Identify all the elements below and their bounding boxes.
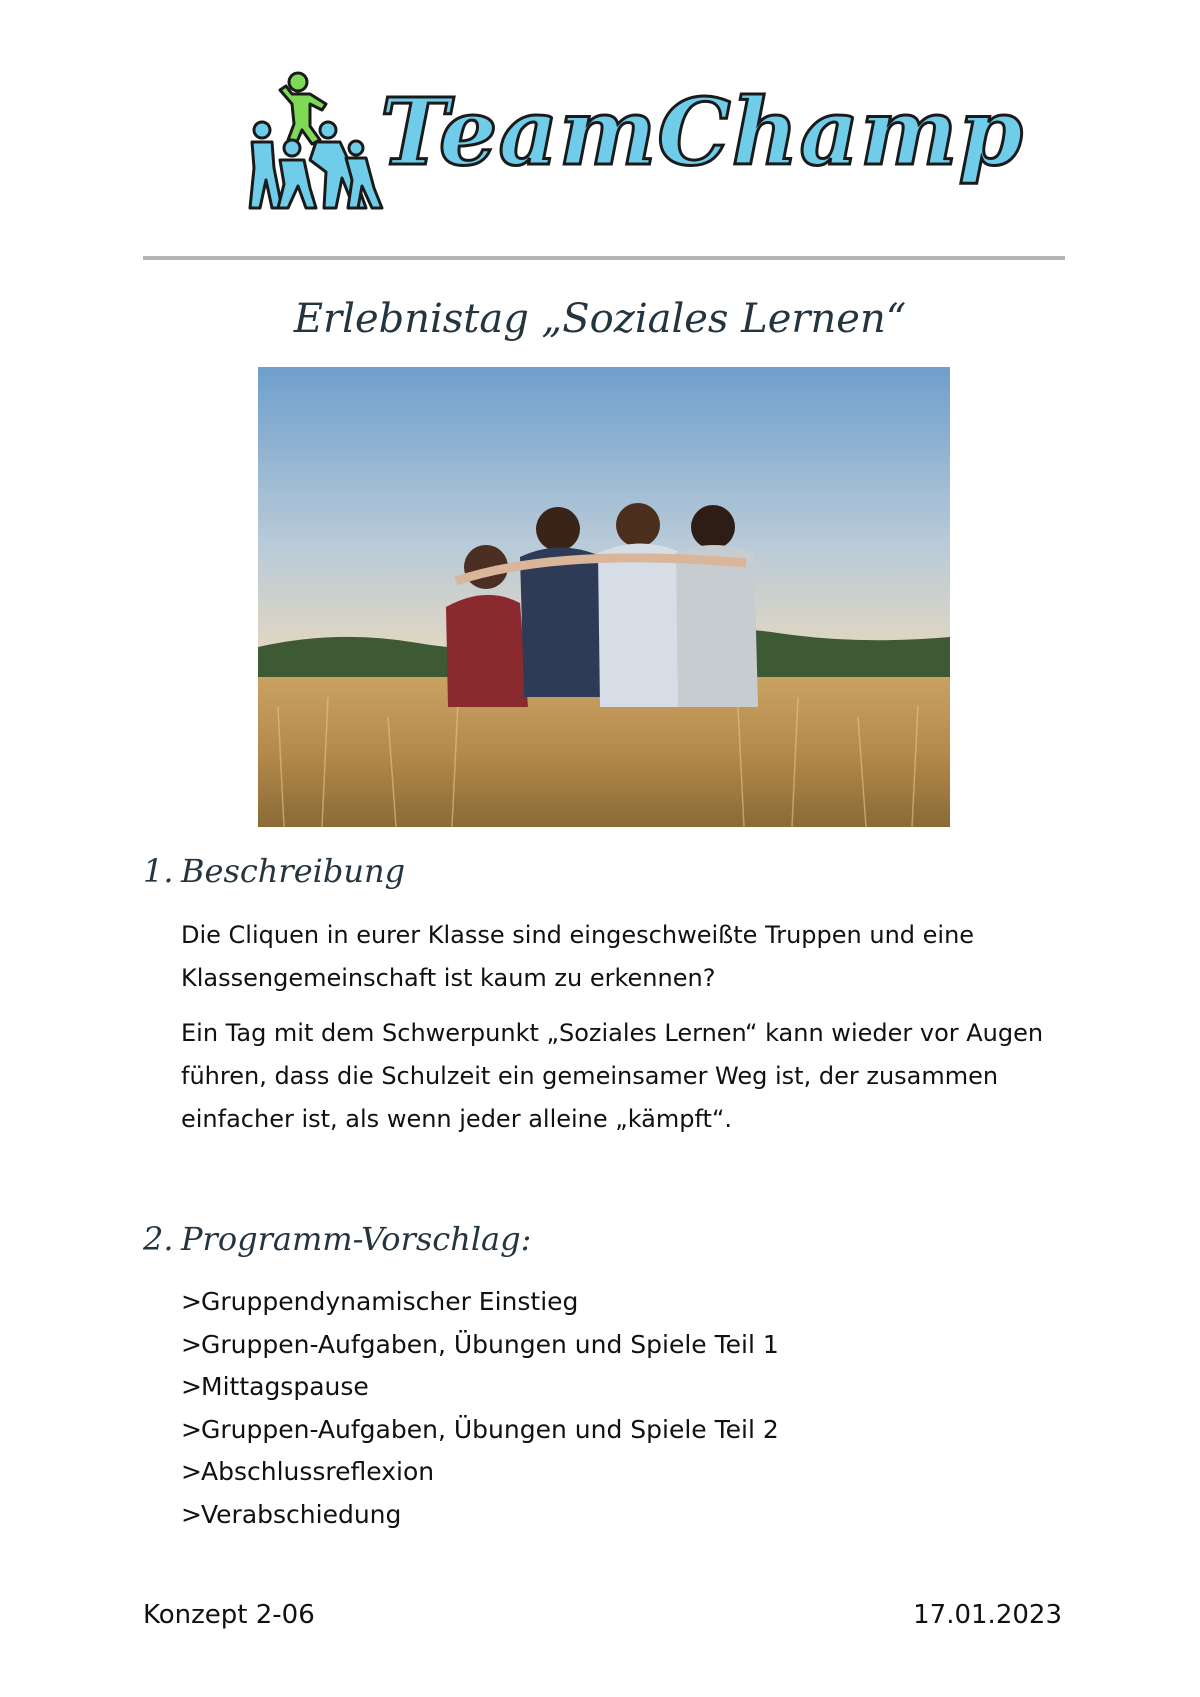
teamchamp-logo	[240, 68, 1024, 218]
paragraph-details: Ein Tag mit dem Schwerpunkt „Soziales Lernen“ kann wieder vor Augen führen, dass die Schulzeit ein gemeinsamer Weg ist, der zusammen einfacher ist, als wenn jeder alleine „kämpft“.	[181, 1019, 1044, 1133]
team-figures-icon	[240, 68, 385, 216]
program-list	[181, 1281, 779, 1537]
section-title: Beschreibung	[181, 852, 406, 890]
section-heading-beschreibung	[143, 852, 405, 890]
section-number: 2.	[143, 1220, 174, 1258]
group-photo	[258, 367, 950, 827]
footer-concept-id: Konzept 2-06	[143, 1600, 315, 1630]
list-item: >Gruppendynamischer Einstieg	[181, 1287, 579, 1316]
list-item: >Mittagspause	[181, 1372, 369, 1402]
footer-date: 17.01.2023	[913, 1600, 1062, 1630]
list-item: >Verabschiedung	[181, 1499, 402, 1529]
paragraph-intro: Die Cliquen in eurer Klasse sind eingeschweißte Truppen und eine Klassengemeinschaft ist kaum zu erkennen?	[181, 921, 975, 992]
list-item: >Gruppen-Aufgaben, Übungen und Spiele Teil 2	[181, 1414, 779, 1444]
logo-wordmark: TeamChamp	[380, 78, 1024, 186]
header-divider	[143, 256, 1065, 260]
section-title: Programm-Vorschlag:	[181, 1220, 532, 1258]
document-title: Erlebnistag „Soziales Lernen“	[293, 296, 907, 342]
list-item: >Gruppen-Aufgaben, Übungen und Spiele Teil 1	[181, 1329, 779, 1359]
list-item: >Abschlussreflexion	[181, 1457, 435, 1487]
section-number: 1.	[143, 852, 174, 890]
section-heading-programm	[143, 1220, 531, 1258]
group-of-friends-in-wheat-field-photo	[258, 367, 950, 827]
